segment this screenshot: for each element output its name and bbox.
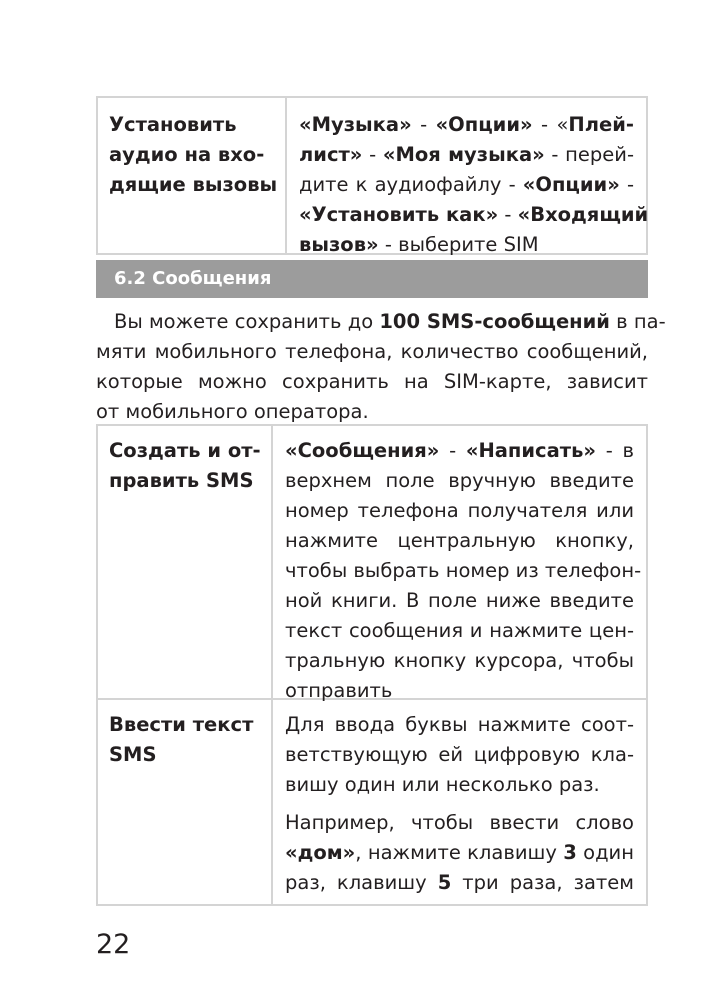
content-line: «Установить как» - «Входящий bbox=[299, 203, 649, 226]
row-content-set-audio bbox=[299, 110, 649, 260]
content-line: «дом», нажмите клавишу 3 один bbox=[285, 841, 634, 864]
content-line: вишу один или несколько раз. bbox=[285, 773, 600, 796]
column-divider bbox=[285, 98, 287, 253]
content-line: ветствующую ей цифровую кла- bbox=[285, 743, 634, 766]
content-line: нажмите центральную кнопку, bbox=[285, 529, 634, 552]
row-content-create-sms bbox=[285, 436, 642, 706]
content-line: номер телефона получателя или bbox=[285, 499, 634, 522]
column-divider bbox=[271, 426, 273, 904]
content-line: «Музыка» - «Опции» - «Плей- bbox=[299, 113, 634, 136]
content-line: вызов» - выберите SIM bbox=[299, 233, 539, 256]
row-label-create-sms: Создать и от- править SMS bbox=[109, 439, 261, 492]
content-line: раз, клавишу 5 три раза, затем bbox=[285, 871, 634, 894]
content-line: Например, чтобы ввести слово bbox=[285, 811, 634, 834]
sms-instructions-table bbox=[96, 424, 648, 906]
row-label-enter-sms-text: Ввести текст SMS bbox=[109, 713, 254, 766]
content-line: текст сообщения и нажмите цен- bbox=[285, 619, 634, 642]
content-line: тральную кнопку курсора, чтобы bbox=[285, 649, 634, 672]
content-line: ной книги. В поле ниже введите bbox=[285, 589, 634, 612]
content-line: верхнем поле вручную введите bbox=[285, 469, 634, 492]
content-line: лист» - «Моя музыка» - перей- bbox=[299, 143, 634, 166]
section-header: 6.2 Сообщения bbox=[96, 260, 648, 298]
settings-table-audio bbox=[96, 96, 648, 255]
paragraph-line: Вы можете сохранить до 100 SMS-сообщений в па- bbox=[114, 310, 666, 333]
paragraph-line: мяти мобильного телефона, количество сообщений, bbox=[96, 340, 648, 363]
content-line: чтобы выбрать номер из телефон- bbox=[285, 559, 642, 582]
paragraph-line: которые можно сохранить на SIM-карте, зависит bbox=[96, 370, 648, 393]
content-line: «Сообщения» - «Написать» - в bbox=[285, 439, 634, 462]
page-number: 22 bbox=[96, 929, 131, 960]
content-line: отправить bbox=[285, 679, 393, 702]
intro-paragraph bbox=[96, 307, 666, 427]
row-content-enter-sms-text bbox=[285, 710, 634, 898]
content-line: дите к аудиофайлу - «Опции» - bbox=[299, 173, 634, 196]
content-line: Для ввода буквы нажмите соот- bbox=[285, 713, 634, 736]
paragraph-line: от мобильного оператора. bbox=[96, 400, 369, 423]
row-label-set-audio: Установить аудио на вхо- дящие вызовы bbox=[109, 113, 278, 196]
